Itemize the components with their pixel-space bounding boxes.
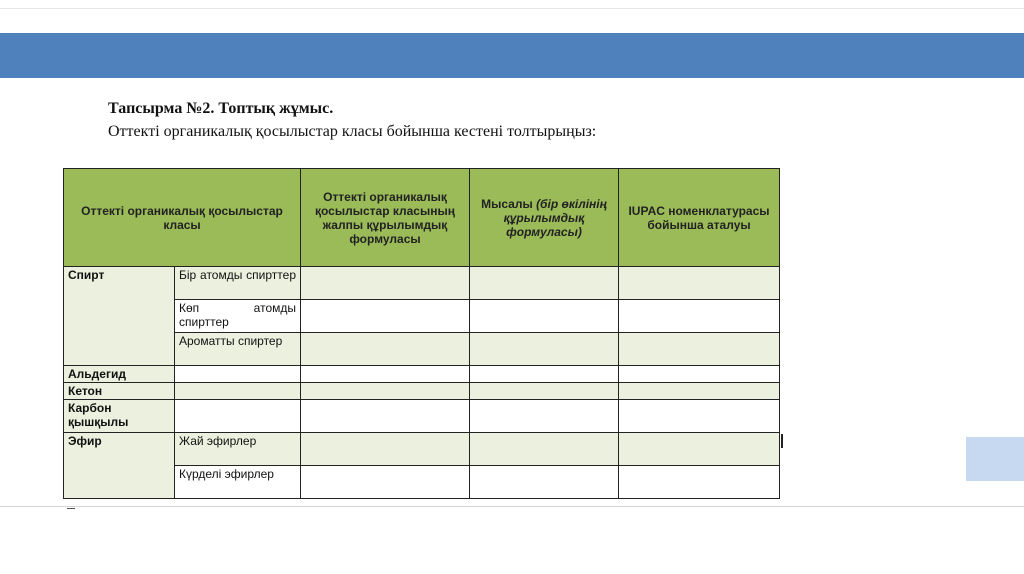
- category-keton: Кетон: [64, 383, 175, 400]
- bottom-rule: [0, 506, 1024, 507]
- answer-cell[interactable]: [619, 366, 780, 383]
- answer-cell[interactable]: [619, 300, 780, 333]
- answer-cell[interactable]: [301, 300, 470, 333]
- answer-cell[interactable]: [301, 400, 470, 433]
- answer-cell[interactable]: [301, 466, 470, 499]
- answer-cell[interactable]: [470, 383, 619, 400]
- answer-cell[interactable]: [470, 433, 619, 466]
- answer-cell[interactable]: [470, 466, 619, 499]
- stray-dash: [67, 508, 75, 509]
- subtype-cell: Бір атомды спирттер: [175, 267, 301, 300]
- answer-cell[interactable]: [619, 433, 780, 466]
- answer-cell[interactable]: [301, 366, 470, 383]
- category-spirt: Спирт: [64, 267, 175, 366]
- task-title: Тапсырма №2. Топтық жұмыс.: [108, 100, 334, 117]
- answer-cell[interactable]: [470, 400, 619, 433]
- header-general-formula: Оттекті органикалық қосылыстар класының жалпы құрылымдық формуласы: [301, 169, 470, 267]
- corner-arrow-shape: [966, 437, 1024, 481]
- top-rule: [0, 8, 1024, 9]
- subtype-cell: Күрделі эфирлер: [175, 466, 301, 499]
- table-row: [64, 433, 780, 466]
- answer-cell[interactable]: [619, 267, 780, 300]
- answer-cell[interactable]: [470, 267, 619, 300]
- answer-cell[interactable]: [619, 383, 780, 400]
- answer-cell[interactable]: [470, 333, 619, 366]
- answer-cell[interactable]: [301, 433, 470, 466]
- table-row: [64, 400, 780, 433]
- answer-cell[interactable]: [619, 333, 780, 366]
- header-example-label: Мысалы: [481, 196, 537, 211]
- subtype-cell: Көп атомды спирттер: [175, 300, 301, 333]
- answer-cell[interactable]: [470, 366, 619, 383]
- answer-cell[interactable]: [175, 383, 301, 400]
- answer-cell[interactable]: [301, 383, 470, 400]
- category-karbon: Карбон қышқылы: [64, 400, 175, 433]
- answer-cell[interactable]: [619, 400, 780, 433]
- answer-cell[interactable]: [175, 366, 301, 383]
- header-class: Оттекті органикалық қосылыстар класы: [64, 169, 301, 267]
- answer-cell[interactable]: [301, 267, 470, 300]
- header-banner: [0, 33, 1024, 78]
- worksheet-table-wrapper: [63, 168, 780, 499]
- table-header-row: [64, 169, 780, 267]
- next-slide-arrow-icon[interactable]: [966, 437, 1024, 481]
- header-iupac-name: IUPAC номенклатурасы бойынша аталуы: [619, 169, 780, 267]
- category-aldegid: Альдегид: [64, 366, 175, 383]
- table-row: [64, 383, 780, 400]
- answer-cell[interactable]: [619, 466, 780, 499]
- header-example: [470, 169, 619, 267]
- answer-cell[interactable]: [470, 300, 619, 333]
- header-example-note: (бір өкілінің құрылымдық формуласы): [503, 196, 607, 239]
- stray-mark: [781, 434, 783, 448]
- worksheet-table: [63, 168, 780, 499]
- task-instruction: Оттекті органикалық қосылыстар класы бойынша кестені толтырыңыз:: [108, 123, 597, 140]
- table-row: [64, 366, 780, 383]
- category-efir: Эфир: [64, 433, 175, 499]
- table-row: [64, 267, 780, 300]
- answer-cell[interactable]: [175, 400, 301, 433]
- answer-cell[interactable]: [301, 333, 470, 366]
- subtype-cell: Жай эфирлер: [175, 433, 301, 466]
- subtype-cell: Ароматты спиртер: [175, 333, 301, 366]
